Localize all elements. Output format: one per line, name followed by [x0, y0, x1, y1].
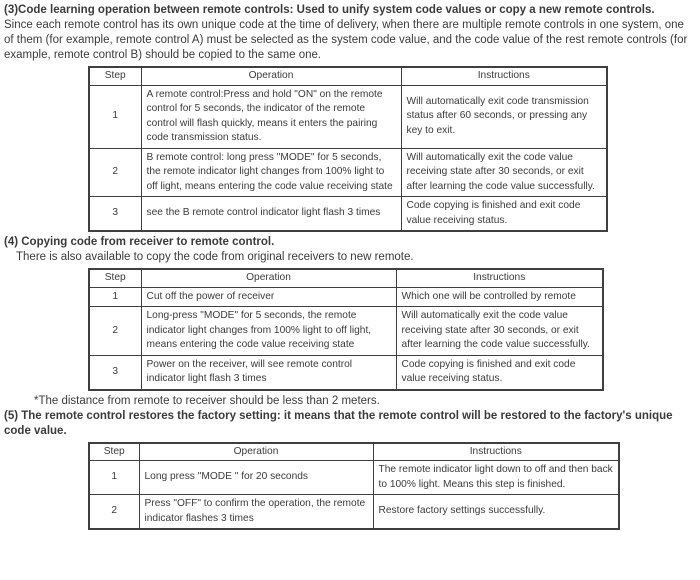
instructions-header: Instructions	[396, 269, 603, 287]
section5-heading: (5) The remote control restores the factory setting: it means that the remote control will be restored to the factory's unique code value.	[4, 409, 673, 437]
table-row	[89, 461, 619, 495]
operation-cell: see the B remote control indicator light flash 3 times	[141, 197, 401, 232]
factory-reset-table	[88, 442, 620, 531]
section4-body: There is also available to copy the code from original receivers to new remote.	[16, 251, 414, 263]
table-header-row	[89, 269, 603, 287]
step-cell: 3	[89, 355, 141, 390]
step-cell: 2	[89, 307, 141, 356]
instructions-cell: Will automatically exit code transmission status after 60 seconds, or pressing any key to exit.	[401, 85, 607, 148]
table-row	[89, 287, 603, 307]
section3-heading: (3)Code learning operation between remote controls: Used to unify system code values or copy a new remote controls.	[4, 4, 655, 16]
instructions-cell: Which one will be controlled by remote	[396, 287, 603, 307]
step-cell: 1	[89, 461, 139, 495]
operation-cell: Long-press "MODE" for 5 seconds, the remote indicator light changes from 100% light to off light, means entering the code value receiving state	[141, 307, 396, 356]
operation-cell: A remote control:Press and hold "ON" on the remote control for 5 seconds, the indicator of the remote control will flash quickly, means it enters the pairing code transmission status.	[141, 85, 401, 148]
code-learning-between-remotes-table	[88, 66, 608, 232]
instructions-header: Instructions	[373, 443, 619, 461]
table-header-row	[89, 443, 619, 461]
instructions-cell: Code copying is finished and exit code value receiving status.	[396, 355, 603, 390]
table-row	[89, 307, 603, 356]
instructions-cell: Restore factory settings successfully.	[373, 495, 619, 530]
operation-cell: B remote control: long press "MODE" for 5 seconds, the remote indicator light changes from 100% light to off light, means entering the code value receiving state	[141, 148, 401, 197]
operation-header: Operation	[139, 443, 373, 461]
step-cell: 2	[89, 148, 141, 197]
section3-body: Since each remote control has its own unique code at the time of delivery, when there are multiple remote controls in one system, one of them (for example, remote control A) must be selected as the system code value, and the code value of the rest remote controls (for example, remote control B) should be copied to the same one.	[4, 19, 688, 61]
instructions-cell: Will automatically exit the code value receiving state after 30 seconds, or exit after learning the code value successfully.	[401, 148, 607, 197]
step-cell: 1	[89, 85, 141, 148]
operation-cell: Power on the receiver, will see remote control indicator light flash 3 times	[141, 355, 396, 390]
table-row	[89, 148, 607, 197]
instructions-header: Instructions	[401, 67, 607, 85]
operation-cell: Long press "MODE " for 20 seconds	[139, 461, 373, 495]
step-cell: 3	[89, 197, 141, 232]
copy-code-receiver-to-remote-table	[88, 268, 604, 391]
distance-note: *The distance from remote to receiver should be less than 2 meters.	[34, 394, 380, 407]
step-header: Step	[89, 67, 141, 85]
operation-cell: Cut off the power of receiver	[141, 287, 396, 307]
instructions-cell: Code copying is finished and exit code value receiving status.	[401, 197, 607, 232]
instructions-cell: Will automatically exit the code value receiving state after 30 seconds, or exit after learning the code value successfully.	[396, 307, 603, 356]
step-cell: 2	[89, 495, 139, 530]
table-row	[89, 85, 607, 148]
instructions-cell: The remote indicator light down to off and then back to 100% light. Means this step is finished.	[373, 461, 619, 495]
table-row	[89, 197, 607, 232]
operation-cell: Press "OFF" to confirm the operation, the remote indicator flashes 3 times	[139, 495, 373, 530]
operation-header: Operation	[141, 269, 396, 287]
table-header-row	[89, 67, 607, 85]
step-cell: 1	[89, 287, 141, 307]
step-header: Step	[89, 443, 139, 461]
table-row	[89, 355, 603, 390]
step-header: Step	[89, 269, 141, 287]
table-row	[89, 495, 619, 530]
operation-header: Operation	[141, 67, 401, 85]
section4-heading: (4) Copying code from receiver to remote control.	[4, 236, 275, 248]
